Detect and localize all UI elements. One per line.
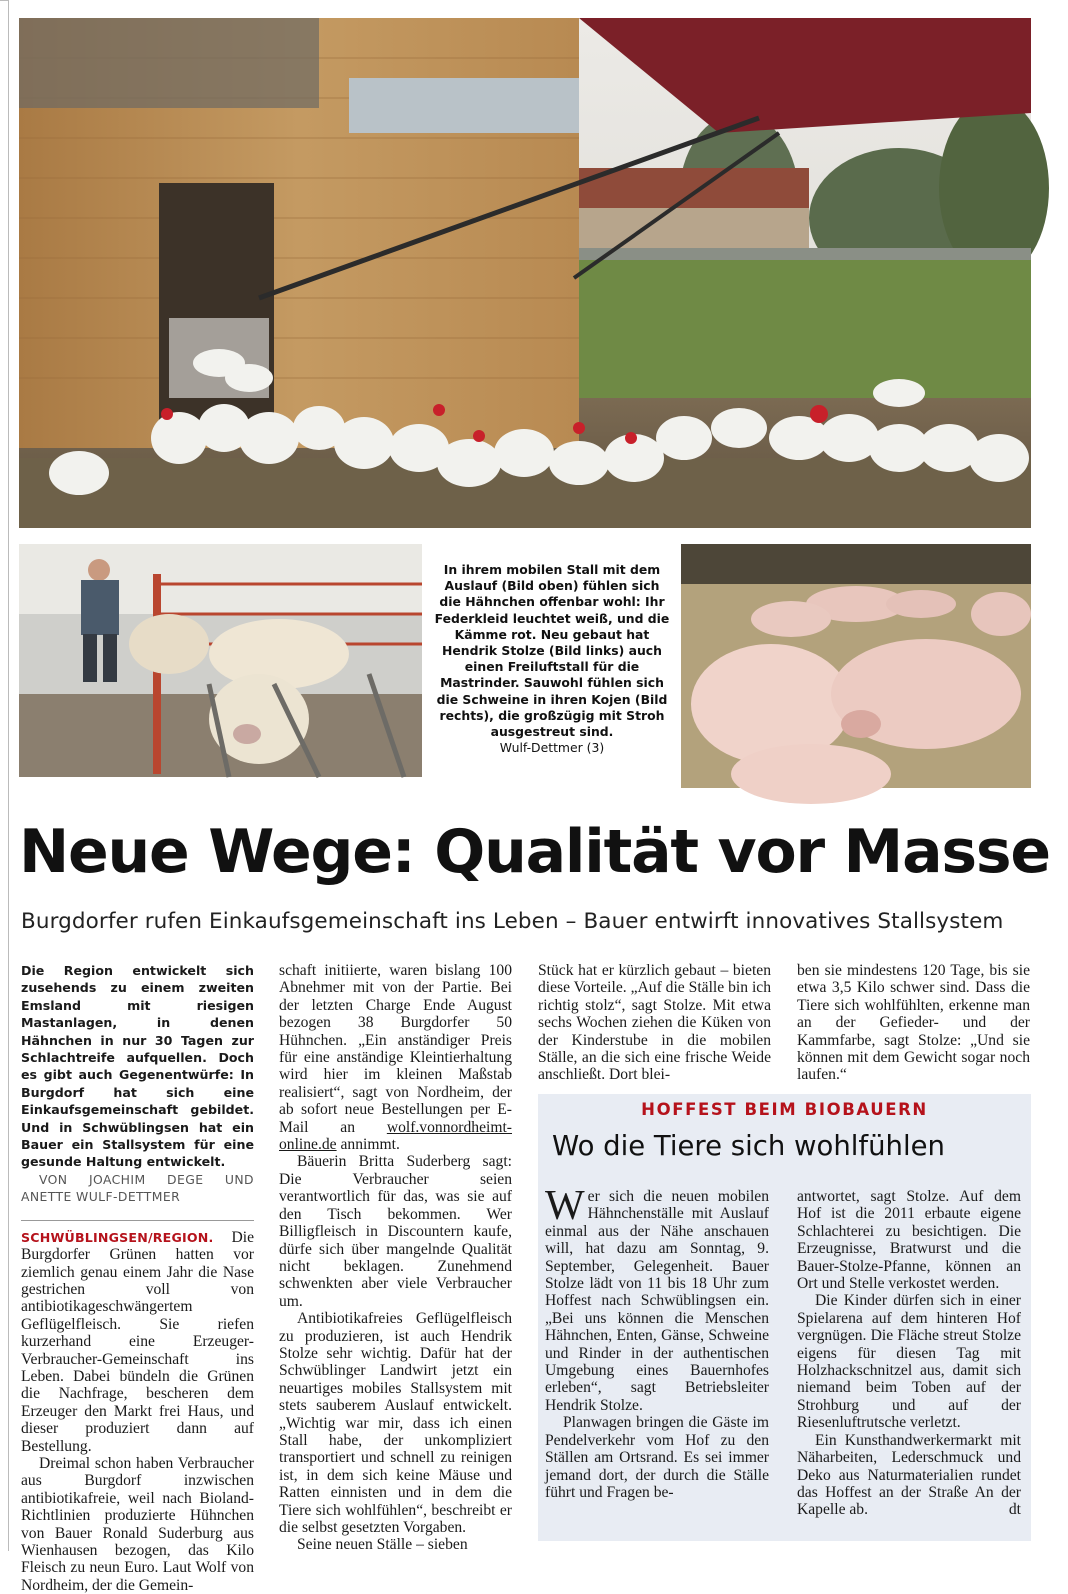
byline-divider — [21, 1220, 254, 1221]
article-paragraph-2b-text: schaft initiierte, waren bislang 100 Abnehmer mit von der Partie. Bei der letzten Charge Ende August bezogen 38 Burgdorfer 50 Hühnchen. „Ein anständiger Preis für eine anständige Kleintierhaltung wird hier im kleinen Maßstab realisiert“, sagt von Nordheim, der ab sofort neue Bestellungen per E-Mail an — [279, 962, 512, 1136]
photo-caption-text: In ihrem mobilen Stall mit dem Auslauf (Bild oben) fühlen sich die Hähnchen offenbar wohl: Ihr Federkleid leuchtet weiß, und die Kämme rot. Neu gebaut hat Hendrik Stolze (Bild links) auch einen Freiluftstall für die Mastrinder. Sauwohl fühlen sich die Schweine in ihren Kojen (Bild rechts), die großzügig mit Stroh ausgestreut sind. — [434, 562, 670, 740]
hoffest-info-box — [538, 1094, 1031, 1541]
photo-caption — [434, 562, 670, 756]
article-column-4 — [797, 962, 1030, 1084]
article-column-3 — [538, 962, 771, 1084]
box-column-2 — [797, 1188, 1021, 1519]
box-kicker: HOFFEST BEIM BIOBAUERN — [641, 1100, 928, 1119]
box-paragraph-2b: antwortet, sagt Stolze. Auf dem Hof ist die 2011 erbaute eigene Schlachterei zu besichtigen. Die Erzeugnisse, Bratwurst und die Bauer-Stolze-Pfanne, können an Ort und Stelle verkostet werden. — [797, 1188, 1021, 1293]
box-paragraph-4 — [797, 1432, 1021, 1519]
article-column-1 — [21, 962, 254, 1594]
box-paragraph-1 — [545, 1183, 769, 1414]
photo-pigs-in-straw — [681, 544, 1031, 788]
article-headline: Neue Wege: Qualität vor Masse — [19, 817, 1050, 887]
box-title: Wo die Tiere sich wohlfühlen — [552, 1130, 945, 1162]
article-paragraph-1 — [21, 1229, 254, 1455]
article-paragraph-4: Antibiotikafreies Geflügelfleisch zu produzieren, ist auch Hendrik Stolze sehr wichtig. Dafür hat der Schwüblinger Landwirt jetzt ein neuartiges mobiles Stallsystem mit stets sauberem Auslauf entwickelt. „Wichtig war mir, dass ich einen Stall habe, der unkompliziert transportiert und schnell zu reinigen ist, in dem sich keine Mäuse und Ratten einnisten und in dem die Tiere sich wohlfühlen“, beschreibt er die selbst gesetzten Vorgaben. — [279, 1310, 512, 1536]
article-paragraph-2a: Dreimal schon haben Verbraucher aus Burgdorf inzwischen antibiotikafreie, weil nach Bioland-Richtlinien produzierte Hühnchen von Bauer Ronald Suderburg aus Wienhausen bezogen, das Kilo Fleisch zu neun Euro. Laut Wolf von Nordheim, der die Gemein- — [21, 1454, 254, 1594]
article-paragraph-5b: Stück hat er kürzlich gebaut – bieten diese Vorteile. „Auf die Ställe bin ich richtig stolz“, sagt Stolze. Mit etwa sechs Wochen ziehen die Küken von der Kinderstube in die mobilen Ställe, an die sich eine frische Weide anschließt. Dort blei- — [538, 962, 771, 1084]
photo-credit: Wulf-Dettmer (3) — [499, 740, 605, 756]
page-margin-tick — [0, 0, 9, 1]
photo-farmer-cattle — [19, 544, 422, 777]
box-column-1 — [545, 1183, 769, 1501]
box-paragraph-3: Die Kinder dürfen sich in einer Spielarena auf dem hinteren Hof vergnügen. Die Fläche streut Stolze eigens für diesen Tag mit Holzhackschnitzel aus, damit sich niemand beim Toben auf der Strohburg und auf der Riesenluftrutsche verletzt. — [797, 1292, 1021, 1432]
box-paragraph-4-text: Ein Kunsthandwerkermarkt mit Näharbeiten, Lederschmuck und Deko aus Naturmaterialien rundet das Hoffest an der Straße An der Kapelle ab. — [797, 1431, 1021, 1519]
page-margin-rule — [8, 0, 9, 1551]
photo-chickens-mobile-stable — [19, 18, 1031, 528]
article-paragraph-2b-end: annimmt. — [340, 1136, 400, 1154]
article-subheadline: Burgdorfer rufen Einkaufsgemeinschaft ins Leben – Bauer entwirft innovatives Stallsystem — [21, 909, 1004, 934]
box-dropcap: W — [545, 1183, 585, 1229]
article-paragraph-1-text: Die Burgdorfer Grünen hatten vor ziemlich genau einem Jahr die Nase gestrichen voll von antibiotikageschwängertem Geflügelfleisch. Sie riefen kurzerhand eine Erzeuger-Verbraucher-Gemeinschaft ins Leben. Dabei bündeln die Grünen die Nachfrage, bescheren dem Erzeuger den Markt frei Haus, und dieser produziert dann auf Bestellung. — [21, 1228, 254, 1455]
article-byline: VON JOACHIM DEGE UND ANETTE WULF-DETTMER — [21, 1171, 254, 1205]
article-column-2 — [279, 962, 512, 1554]
box-paragraph-1-text: er sich die neuen mobilen Hähnchenställe mit Auslauf einmal aus der Nähe anschauen will, hat dazu am Sonntag, 9. September, Gelegenheit. Bauer Stolze lädt von 11 bis 18 Uhr zum Hoffest nach Schwüblingsen ein. „Bei uns können die Menschen Hähnchen, Enten, Gänse, Schweine und Rinder in der authentischen Umgebung eines Bauernhofes erleben“, sagt Betriebsleiter Hendrik Stolze. — [545, 1188, 769, 1414]
article-dateline: SCHWÜBLINGSEN/REGION. — [21, 1229, 214, 1245]
article-teaser: Die Region entwickelt sich zusehends zu einem zweiten Emsland mit riesigen Mastanlagen, in denen Hähnchen in nur 30 Tagen zur Schlachtreife aufquellen. Doch es gibt auch Gegenentwürfe: In Burgdorf hat sich eine Einkaufsgemeinschaft gebildet. Und in Schwüblingsen hat ein Bauer ein Stallsystem für eine gesunde Haltung entwickelt. — [21, 963, 254, 1170]
email-link[interactable]: wolf.vonnordheimt-online.de — [279, 1118, 512, 1154]
article-paragraph-2b — [279, 962, 512, 1153]
article-paragraph-3: Bäuerin Britta Suderberg sagt: Die Verbraucher seien verantwortlich für das, was sie auf den Tisch bekommen. Wer Billigfleisch in Discountern kaufe, dürfe sich über mangelnde Qualität nicht beklagen. Zunehmend schwenkten aber viele Verbraucher um. — [279, 1153, 512, 1310]
article-paragraph-5a: Seine neuen Ställe – sieben — [297, 1536, 468, 1554]
author-signoff: dt — [1008, 1501, 1021, 1519]
article-paragraph-5c: ben sie mindestens 120 Tage, bis sie etwa 3,5 Kilo schwer sind. Dass die Tiere sich wohlfühlten, erkenne man an der Gefieder- und der Kammfarbe, sagt Stolze: „Und sie können mit dem Gewicht sogar noch laufen.“ — [797, 962, 1030, 1084]
box-paragraph-2a: Planwagen bringen die Gäste im Pendelverkehr vom Hof zu den Ställen am Ortsrand. Es sei immer jemand dort, der durch die Ställe führt und Fragen be- — [545, 1414, 769, 1501]
